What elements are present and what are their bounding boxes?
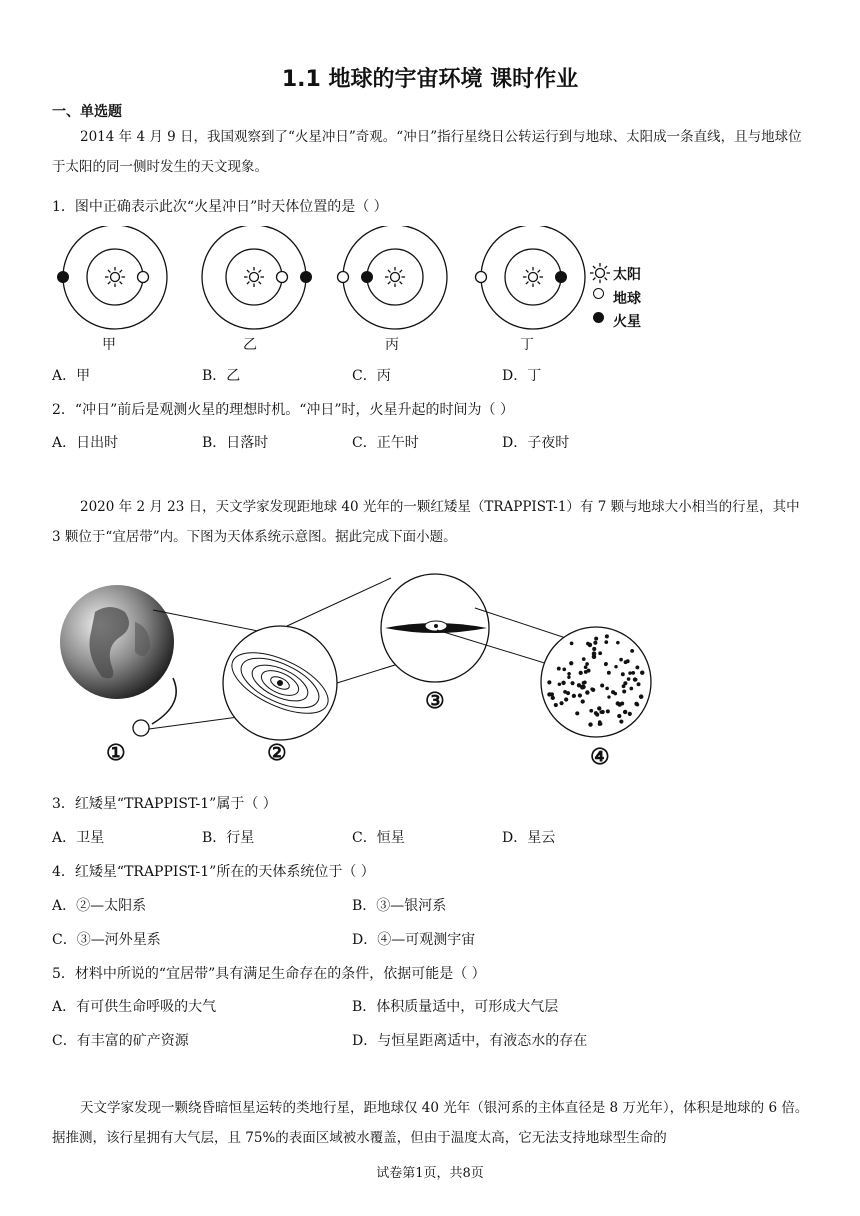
galaxy-dot <box>607 671 611 675</box>
galaxy-dot <box>631 671 635 675</box>
mars-marker <box>57 271 69 283</box>
galaxy-dot <box>547 692 551 696</box>
galaxy-dot <box>547 680 551 684</box>
galaxy-dot <box>599 710 602 713</box>
galaxy-dot <box>572 694 576 698</box>
observable-universe-image <box>541 627 651 737</box>
sun-icon <box>105 267 125 287</box>
q5-option-d[interactable]: D．与恒星距离适中，有液态水的存在 <box>352 1033 588 1049</box>
celestial-system-figure <box>55 572 675 772</box>
galaxy-dot <box>554 703 558 707</box>
galaxy-dot <box>598 651 602 655</box>
galaxy-dot <box>605 634 609 638</box>
galaxy-dot <box>590 687 593 690</box>
sun-icon <box>244 267 264 287</box>
legend-earth-label: 地球 <box>613 291 641 307</box>
mars-marker <box>361 271 373 283</box>
sun-icon <box>523 267 543 287</box>
question-3-stem: 3．红矮星“TRAPPIST-1”属于（ ） <box>52 796 277 812</box>
figure-legend <box>590 263 610 283</box>
page-title: 1.1 地球的宇宙环境 课时作业 <box>281 67 579 92</box>
galaxy-dot <box>636 703 640 707</box>
orbit-diagram-2 <box>202 226 312 329</box>
q3-option-c[interactable]: C．恒星 <box>352 830 405 846</box>
sun-icon <box>385 267 405 287</box>
galaxy-dot <box>616 641 620 645</box>
galaxy-dot <box>581 685 586 690</box>
galaxy-dot <box>627 677 631 681</box>
mars-legend-icon <box>593 312 604 323</box>
milky-way-image <box>381 574 489 682</box>
q5-option-c[interactable]: C．有丰富的矿产资源 <box>52 1033 189 1049</box>
galaxy-dot <box>578 693 582 697</box>
figure-label-1: ① <box>106 740 126 766</box>
q1-option-c[interactable]: C．丙 <box>352 368 391 384</box>
legend-mars-label: 火星 <box>613 314 641 330</box>
passage-3: 天文学家发现一颗绕昏暗恒星运转的类地行星，距地球仅 40 光年（银河系的主体直径是 8 万光年），体积是地球的 6 倍。据推测，该行星拥有大气层，且 75%的表面区域被水覆盖，但由于温度太高，它无法支持地球型生命的 <box>52 1100 809 1146</box>
galaxy-dot <box>585 662 589 666</box>
earth-legend-icon <box>593 288 604 299</box>
figure-label-3: ③ <box>425 688 445 714</box>
q2-option-d[interactable]: D．子夜时 <box>502 435 570 451</box>
galaxy-dot <box>575 711 579 715</box>
galaxy-dot <box>628 712 632 716</box>
q1-option-b[interactable]: B．乙 <box>202 368 241 384</box>
orbit-diagram-1 <box>57 226 167 329</box>
q3-option-a[interactable]: A．卫星 <box>52 830 105 846</box>
galaxy-dot <box>592 647 596 651</box>
earth-marker <box>338 272 349 283</box>
galaxy-dot <box>621 672 625 676</box>
galaxy-dot <box>584 670 588 674</box>
galaxy-dot <box>585 690 589 694</box>
q2-option-a[interactable]: A．日出时 <box>52 435 119 451</box>
figure-label-jia: 甲 <box>102 337 116 353</box>
galaxy-dot <box>551 696 555 700</box>
q5-option-a[interactable]: A．有可供生命呼吸的大气 <box>52 999 217 1015</box>
galaxy-dot <box>567 676 570 679</box>
q3-option-d[interactable]: D．星云 <box>502 830 556 846</box>
galaxy-dot <box>564 697 568 701</box>
galaxy-dot <box>589 709 593 713</box>
galaxy-dot <box>628 671 631 674</box>
question-1-stem: 1．图中正确表示此次“火星冲日”时天体位置的是（ ） <box>52 199 388 215</box>
galaxy-dot <box>606 709 610 713</box>
moon-image <box>133 720 149 736</box>
galaxy-dot <box>622 690 626 694</box>
galaxy-dot <box>605 687 609 691</box>
figure-label-bing: 丙 <box>385 337 399 353</box>
question-2-stem: 2．“冲日”前后是观测火星的理想时机。“冲日”时，火星升起的时间为（ ） <box>52 402 514 418</box>
galaxy-dot <box>600 683 604 687</box>
q1-option-a[interactable]: A．甲 <box>52 368 91 384</box>
galaxy-dot <box>604 640 608 644</box>
galaxy-dot <box>592 651 597 656</box>
figure-label-4: ④ <box>590 744 610 770</box>
galaxy-dot <box>623 710 627 714</box>
q2-option-c[interactable]: C．正午时 <box>352 435 419 451</box>
galaxy-dot <box>584 665 588 669</box>
q5-option-b[interactable]: B．体积质量适中，可形成大气层 <box>352 999 559 1015</box>
galaxy-dot <box>637 682 641 686</box>
q2-option-b[interactable]: B．日落时 <box>202 435 269 451</box>
galaxy-dot <box>597 706 601 710</box>
galaxy-dot <box>616 701 620 705</box>
figure-label-2: ② <box>267 740 287 766</box>
q3-option-b[interactable]: B．行星 <box>202 830 255 846</box>
galaxy-dot <box>577 683 581 687</box>
mars-marker <box>555 271 567 283</box>
orbit-diagram-figure <box>48 226 668 352</box>
galaxy-dot <box>570 681 574 685</box>
question-5-stem: 5．材料中所说的“宜居带”具有满足生命存在的条件，依据可能是（ ） <box>52 966 486 982</box>
galaxy-dot <box>614 665 617 668</box>
galaxy-dot <box>629 687 633 691</box>
galaxy-dot <box>640 670 644 674</box>
q4-option-a[interactable]: A．②—太阳系 <box>52 898 147 914</box>
solar-system-image <box>223 626 337 740</box>
q1-option-d[interactable]: D．丁 <box>502 368 542 384</box>
q4-option-b[interactable]: B．③—银河系 <box>352 898 447 914</box>
galaxy-dot <box>582 657 586 661</box>
orbit-diagram-3 <box>338 226 448 329</box>
legend-sun-label: 太阳 <box>613 267 641 283</box>
galaxy-dot <box>620 701 624 705</box>
galaxy-dot <box>626 659 630 663</box>
galaxy-dot <box>557 667 561 671</box>
galaxy-dot <box>579 671 583 675</box>
galaxy-dot <box>588 722 592 726</box>
galaxy-dot <box>562 668 566 672</box>
galaxy-dot <box>623 681 627 685</box>
galaxy-dot <box>604 662 608 666</box>
q4-option-c[interactable]: C．③—河外星系 <box>52 932 161 948</box>
figure-label-yi: 乙 <box>243 337 257 353</box>
galaxy-dot <box>594 637 598 641</box>
section-heading: 一、单选题 <box>52 104 122 120</box>
sun-icon <box>590 263 610 283</box>
mars-marker <box>300 271 312 283</box>
galaxy-dot <box>607 695 610 698</box>
galaxy-dot <box>588 643 593 648</box>
orbit-diagram-4 <box>476 226 586 329</box>
earth-marker <box>138 272 149 283</box>
galaxy-dot <box>566 691 570 695</box>
galaxy-dot <box>582 681 586 685</box>
galaxy-dot <box>630 649 634 653</box>
galaxy-dot <box>613 692 617 696</box>
galaxy-dot <box>634 678 638 682</box>
page-footer: 试卷第1页，共8页 <box>376 1166 484 1181</box>
galaxy-dot <box>561 681 565 685</box>
galaxy-dot <box>569 661 573 665</box>
galaxy-dot <box>559 701 563 705</box>
galaxy-dot <box>567 672 571 676</box>
passage-2: 2020 年 2 月 23 日，天文学家发现距地球 40 光年的一颗红矮星（TRAPPIST-1）有 7 颗与地球大小相当的行星，其中 3 颗位于“宜居带”内。下图为天体系统示意图。据此完成下面小题。 <box>52 499 800 545</box>
galaxy-dot <box>617 714 621 718</box>
earth-marker <box>277 272 288 283</box>
galaxy-dot <box>593 641 597 645</box>
galaxy-dot <box>599 722 603 726</box>
earth-image <box>60 585 174 699</box>
q4-option-d[interactable]: D．④—可观测宇宙 <box>352 932 476 948</box>
galaxy-dot <box>581 699 585 703</box>
figure-label-ding: 丁 <box>520 337 534 353</box>
galaxy-dot <box>558 682 562 686</box>
galaxy-dot <box>619 720 623 724</box>
galaxy-dot <box>570 642 574 646</box>
galaxy-dot <box>639 694 644 699</box>
passage-1: 2014 年 4 月 9 日，我国观察到了“火星冲日”奇观。“冲日”指行星绕日公转运行到与地球、太阳成一条直线，且与地球位于太阳的同一侧时发生的天文现象。 <box>52 129 802 175</box>
earth-marker <box>476 272 487 283</box>
galaxy-dot <box>594 711 598 715</box>
question-4-stem: 4．红矮星“TRAPPIST-1”所在的天体系统位于（ ） <box>52 864 375 880</box>
galaxy-dot <box>619 658 623 662</box>
galaxy-dot <box>635 665 639 669</box>
